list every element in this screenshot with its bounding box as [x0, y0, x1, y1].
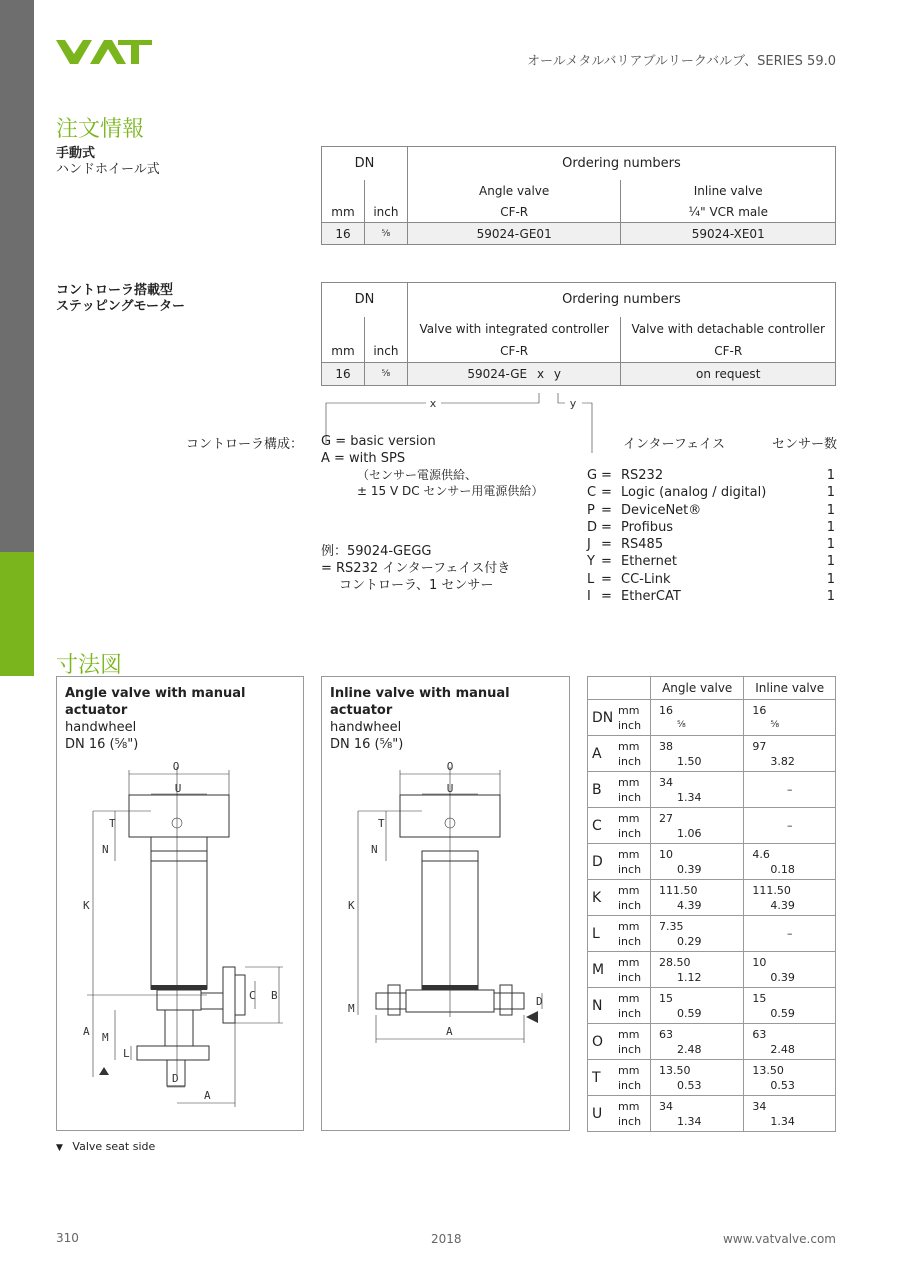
ordering-numbers-header: Ordering numbers [407, 283, 835, 317]
page-number: 310 [56, 1231, 79, 1245]
col2-flange: ¼" VCR male [621, 202, 836, 223]
manual-label-line2: ハンドホイール式 [56, 162, 160, 177]
option-g: G = basic version [321, 434, 436, 449]
example-block [321, 543, 510, 594]
valve-seat-icon: ▼ [56, 1143, 63, 1153]
dim-label-d: D [172, 1072, 179, 1085]
dim-letter: A [588, 736, 619, 772]
unit-inch: inch [618, 1006, 642, 1020]
dim-units [618, 700, 651, 736]
row-col1: 59024-GE01 [407, 223, 621, 245]
interface-code: D [587, 519, 598, 535]
table-row [588, 700, 836, 736]
dim-letter: M [588, 952, 619, 988]
dim-units [618, 880, 651, 916]
angle-mm: 7.35 [659, 919, 684, 933]
dim-label-k: K [83, 899, 90, 912]
dim-label-o: O [172, 760, 180, 773]
inline-col-header: Inline valve [744, 677, 836, 700]
table-row [588, 736, 836, 772]
sidebar-grey-bar [0, 0, 34, 552]
dim-label-n: N [102, 843, 109, 856]
unit-inch: inch [618, 826, 642, 840]
interface-name: DeviceNet® [621, 502, 702, 518]
dim-letter: L [588, 916, 619, 952]
valve-body [151, 861, 207, 989]
interface-row [587, 502, 837, 519]
angle-inch: 0.39 [677, 862, 702, 876]
interface-row [587, 467, 837, 484]
dim-letter: D [588, 844, 619, 880]
dn-header: DN [322, 147, 408, 180]
dim-letter: K [588, 880, 619, 916]
inline-inch: 3.82 [770, 754, 795, 768]
angle-inch: 4.39 [677, 898, 702, 912]
angle-panel-dn: DN 16 (⅝") [65, 737, 139, 752]
sensor-count: 1 [826, 589, 835, 605]
unit-mm: mm [618, 847, 640, 861]
interface-header: インターフェイス [623, 437, 726, 452]
manual-label [56, 146, 160, 178]
unit-inch: inch [618, 718, 642, 732]
table-row [588, 772, 836, 808]
inline-value [744, 952, 836, 988]
mm-label: mm [322, 202, 365, 223]
angle-value [651, 988, 744, 1024]
table-row [588, 952, 836, 988]
equals-sign: = [601, 519, 612, 535]
angle-value [651, 1024, 744, 1060]
interface-name: RS485 [621, 537, 664, 553]
unit-inch: inch [618, 898, 642, 912]
inline-inch: 0.39 [770, 970, 795, 984]
unit-mm: mm [618, 703, 640, 717]
dim-label-t: T [378, 817, 385, 830]
unit-inch: inch [618, 790, 642, 804]
interface-code: L [587, 571, 595, 587]
inline-panel-sub: handwheel [330, 720, 402, 735]
col1-flange: CF-R [407, 202, 621, 223]
angle-inch: 0.29 [677, 934, 702, 948]
inline-inch: 0.18 [770, 862, 795, 876]
handwheel [129, 795, 229, 837]
inline-value [744, 700, 836, 736]
inline-mm: 97 [752, 739, 767, 753]
angle-inch: 2.48 [677, 1042, 702, 1056]
equals-sign: = [601, 571, 612, 587]
angle-panel-sub: handwheel [65, 720, 137, 735]
angle-valve-drawing-panel [56, 676, 304, 1131]
unit-inch: inch [618, 970, 642, 984]
angle-value [651, 808, 744, 844]
col2-head: Inline valve [621, 180, 836, 202]
inline-mm: 15 [752, 991, 767, 1005]
interface-code: I [587, 589, 591, 605]
bottom-flange [137, 1046, 209, 1060]
inline-valve-drawing-panel [321, 676, 570, 1131]
ordering-numbers-header: Ordering numbers [407, 147, 835, 180]
angle-value [651, 1096, 744, 1132]
angle-value [651, 844, 744, 880]
equals-sign: = [601, 537, 612, 553]
angle-inch: 0.59 [677, 1006, 702, 1020]
angle-value [651, 916, 744, 952]
inline-value [744, 736, 836, 772]
table-row [588, 844, 836, 880]
dim-units [618, 916, 651, 952]
dim-label-a: A [83, 1025, 90, 1038]
dimensions-table-body [588, 700, 836, 1132]
dim-label-d: D [536, 995, 543, 1008]
unit-mm: mm [618, 1099, 640, 1113]
unit-mm: mm [618, 919, 640, 933]
valve-seat-marker [99, 1067, 109, 1075]
inline-value [744, 808, 836, 844]
inline-value [744, 916, 836, 952]
table-row [588, 1024, 836, 1060]
inline-value [744, 1060, 836, 1096]
angle-mm: 111.50 [659, 883, 698, 897]
row-col2: on request [621, 363, 836, 386]
unit-mm: mm [618, 1027, 640, 1041]
table-row [588, 1096, 836, 1132]
inline-panel-dn: DN 16 (⅝") [330, 737, 404, 752]
inline-mm: 13.50 [752, 1063, 784, 1077]
unit-mm: mm [618, 739, 640, 753]
interface-code: P [587, 502, 595, 518]
dim-units [618, 1096, 651, 1132]
dim-units [618, 1024, 651, 1060]
angle-mm: 13.50 [659, 1063, 691, 1077]
inline-mm: 4.6 [752, 847, 770, 861]
unit-mm: mm [618, 811, 640, 825]
table-row [588, 988, 836, 1024]
dim-label-m: M [102, 1031, 109, 1044]
inch-label: inch [364, 341, 407, 363]
inline-panel-title: Inline valve with manual actuator [330, 686, 510, 718]
unit-inch: inch [618, 934, 642, 948]
option-a: A = with SPS [321, 451, 406, 466]
angle-mm: 10 [659, 847, 673, 861]
dim-label-a: A [446, 1025, 453, 1038]
ordering-section-title: 注文情報 [56, 117, 145, 142]
angle-inch: 1.34 [677, 790, 702, 804]
vat-logo [56, 40, 152, 64]
x-marker: x [429, 397, 437, 410]
dimensions-table [587, 676, 836, 1132]
row-col1: 59024-GE x y [407, 363, 621, 386]
header-title: オールメタルバリアブルリークバルブ、SERIES 59.0 [527, 54, 836, 69]
angle-mm: 34 [659, 775, 673, 789]
equals-sign: = [601, 554, 612, 570]
angle-col-header: Angle valve [651, 677, 744, 700]
dim-letter: B [588, 772, 619, 808]
angle-value [651, 700, 744, 736]
dim-letter: DN [588, 700, 619, 736]
dim-letter: T [588, 1060, 619, 1096]
inline-inch: ⅝ [770, 719, 780, 730]
footnote [56, 1140, 155, 1153]
interface-code: C [587, 485, 597, 501]
angle-inch: 0.53 [677, 1078, 702, 1092]
table-row [588, 808, 836, 844]
angle-mm: 16 [659, 703, 673, 717]
sensor-count: 1 [826, 485, 835, 501]
inline-value [744, 844, 836, 880]
angle-inch: 1.34 [677, 1114, 702, 1128]
row-inch: ⅝ [364, 363, 407, 386]
dim-units [618, 1060, 651, 1096]
inline-mm: 111.50 [752, 883, 791, 897]
controller-label-line2: ステッピングモーター [56, 299, 185, 314]
angle-mm: 38 [659, 739, 673, 753]
interface-list [587, 433, 837, 605]
example-line2: = RS232 インターフェイス付き [321, 561, 511, 576]
controller-label-line1: コントローラ搭載型 [56, 283, 174, 298]
angle-inch: 1.06 [677, 826, 702, 840]
inline-mm: 16 [752, 703, 767, 717]
unit-mm: mm [618, 883, 640, 897]
angle-value [651, 952, 744, 988]
row-mm: 16 [322, 363, 365, 386]
col2-flange: CF-R [621, 341, 836, 363]
dim-label-n: N [371, 843, 378, 856]
interface-code: G [587, 468, 598, 483]
dim-letter: C [588, 808, 619, 844]
interface-list-header [623, 433, 837, 467]
table-row [588, 880, 836, 916]
inline-inch: 0.53 [770, 1078, 795, 1092]
inline-inch: 1.34 [770, 1114, 795, 1128]
example-line1: 例：59024-GEGG [321, 544, 432, 559]
dim-label-c: C [249, 989, 256, 1002]
angle-mm: 34 [659, 1099, 673, 1113]
valve-seat-marker [526, 1011, 538, 1023]
interface-name: RS232 [621, 468, 664, 483]
table-row [588, 916, 836, 952]
dimensions-section-title: 寸法図 [56, 653, 123, 678]
mm-label: mm [322, 341, 365, 363]
interface-row [587, 553, 837, 570]
sensor-count: 1 [826, 519, 835, 535]
interface-row [587, 484, 837, 501]
controller-ordering-table [321, 282, 836, 386]
unit-inch: inch [618, 1078, 642, 1092]
interface-row [587, 536, 837, 553]
angle-mm: 28.50 [659, 955, 691, 969]
footnote-text: Valve seat side [72, 1140, 156, 1153]
manual-ordering-table [321, 146, 836, 245]
example-line3: コントローラ、1 センサー [339, 578, 494, 593]
interface-row [587, 519, 837, 536]
inch-label: inch [364, 202, 407, 223]
dim-letter: O [588, 1024, 619, 1060]
dim-units [618, 736, 651, 772]
dim-units [618, 808, 651, 844]
dim-label-a2: A [204, 1089, 211, 1102]
equals-sign: = [601, 468, 612, 483]
sensor-count: 1 [826, 554, 835, 570]
unit-mm: mm [618, 955, 640, 969]
col1-flange: CF-R [407, 341, 621, 363]
angle-inch: 1.12 [677, 970, 702, 984]
dim-letter: U [588, 1096, 619, 1132]
inline-value [744, 772, 836, 808]
inline-inch: 4.39 [770, 898, 795, 912]
controller-config-label: コントローラ構成： [186, 437, 304, 452]
interface-code: J [587, 537, 591, 553]
equals-sign: = [601, 589, 612, 605]
equals-sign: = [601, 502, 612, 518]
dim-label-t: T [109, 817, 116, 830]
sensor-count-header: センサー数 [771, 437, 837, 452]
col1-head: Valve with integrated controller [407, 317, 621, 341]
interface-code: Y [587, 554, 595, 570]
angle-panel-title: Angle valve with manual actuator [65, 686, 246, 718]
dim-label-m: M [348, 1002, 355, 1015]
sensor-count: 1 [826, 502, 835, 518]
interface-name: Profibus [621, 519, 674, 535]
dim-units [618, 844, 651, 880]
interface-name: Logic (analog / digital) [621, 485, 767, 501]
dn-header: DN [322, 283, 408, 317]
inline-mm: – [786, 927, 793, 940]
angle-value [651, 736, 744, 772]
angle-mm: 15 [659, 991, 673, 1005]
angle-value [651, 1060, 744, 1096]
angle-value [651, 880, 744, 916]
angle-inch: 1.50 [677, 754, 702, 768]
inline-value [744, 988, 836, 1024]
col2-head: Valve with detachable controller [621, 317, 836, 341]
angle-mm: 27 [659, 811, 673, 825]
dim-label-o: O [446, 760, 454, 773]
unit-inch: inch [618, 1114, 642, 1128]
equals-sign: = [601, 485, 612, 501]
inline-mm: – [786, 819, 793, 832]
unit-inch: inch [618, 1042, 642, 1056]
row-col2: 59024-XE01 [621, 223, 836, 245]
dim-label-l: L [123, 1047, 130, 1060]
unit-inch: inch [618, 862, 642, 876]
inline-valve-drawing [322, 677, 571, 1132]
inline-value [744, 1024, 836, 1060]
manual-label-line1: 手動式 [56, 146, 96, 161]
row-inch: ⅝ [364, 223, 407, 245]
dim-label-u: U [174, 782, 182, 795]
inline-inch: 2.48 [770, 1042, 795, 1056]
interface-name: CC-Link [621, 571, 671, 587]
option-a-note2: ± 15 V DC センサー用電源供給） [357, 484, 544, 498]
dim-label-u: U [446, 782, 454, 795]
footer-year: 2018 [431, 1232, 462, 1246]
interface-name: EtherCAT [621, 589, 681, 605]
row-mm: 16 [322, 223, 365, 245]
interface-row [587, 588, 837, 605]
dim-units [618, 988, 651, 1024]
interface-rows [587, 467, 837, 605]
col1-head: Angle valve [407, 180, 621, 202]
inline-mm: 34 [752, 1099, 767, 1113]
controller-label [56, 283, 185, 315]
sensor-count: 1 [826, 571, 835, 587]
dim-label-b: B [271, 989, 278, 1002]
unit-mm: mm [618, 1063, 640, 1077]
sensor-count: 1 [826, 468, 835, 483]
table-row [588, 1060, 836, 1096]
dim-letter: N [588, 988, 619, 1024]
inline-inch: 0.59 [770, 1006, 795, 1020]
angle-inch: ⅝ [677, 719, 686, 730]
footer-url[interactable]: www.vatvalve.com [722, 1232, 836, 1246]
angle-value [651, 772, 744, 808]
y-marker: y [569, 397, 577, 410]
unit-mm: mm [618, 775, 640, 789]
interface-name: Ethernet [621, 554, 677, 570]
inline-value [744, 880, 836, 916]
dim-units [618, 772, 651, 808]
sidebar-green-bar [0, 552, 34, 676]
angle-valve-drawing [57, 677, 305, 1132]
inline-mm: 10 [752, 955, 767, 969]
sensor-count: 1 [826, 537, 835, 553]
option-a-note1: （センサー電源供給、 [357, 468, 478, 482]
dim-label-k: K [348, 899, 355, 912]
angle-mm: 63 [659, 1027, 673, 1041]
interface-row [587, 571, 837, 588]
controller-config-options [321, 433, 543, 499]
dim-units [618, 952, 651, 988]
unit-inch: inch [618, 754, 642, 768]
inline-mm: – [786, 783, 793, 796]
unit-mm: mm [618, 991, 640, 1005]
inline-value [744, 1096, 836, 1132]
inline-mm: 63 [752, 1027, 767, 1041]
